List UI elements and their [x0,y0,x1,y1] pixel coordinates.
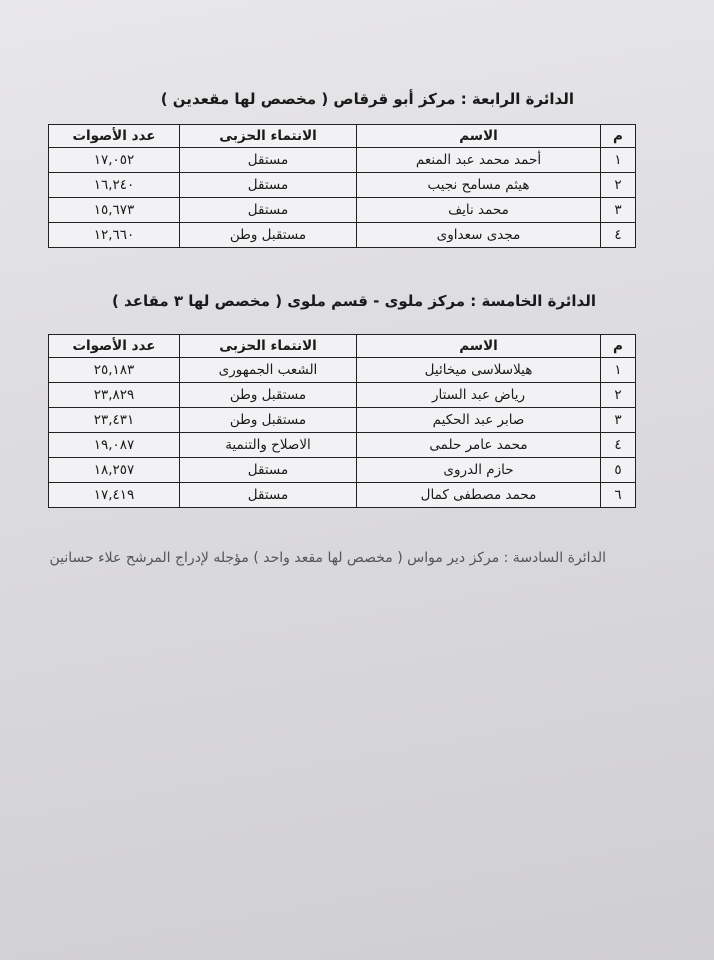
row-name: أحمد محمد عبد المنعم [357,148,601,173]
row-num: ٥ [601,458,636,483]
row-party: مستقل [180,483,357,508]
row-name: هيلاسلاسى ميخائيل [357,358,601,383]
row-votes: ٢٣,٤٣١ [49,408,180,433]
section-4-results-table [48,124,636,248]
header-party: الانتماء الحزبى [180,335,357,358]
row-num: ٢ [601,173,636,198]
row-name: محمد نايف [357,198,601,223]
row-votes: ١٧,٤١٩ [49,483,180,508]
header-party: الانتماء الحزبى [180,125,357,148]
table-row [49,223,636,248]
header-votes: عدد الأصوات [49,335,180,358]
table-header-row [49,125,636,148]
row-num: ٤ [601,223,636,248]
header-name: الاسم [357,125,601,148]
row-num: ١ [601,358,636,383]
table-header-row [49,335,636,358]
row-party: مستقبل وطن [180,383,357,408]
row-name: رياض عبد الستار [357,383,601,408]
table-row [49,433,636,458]
row-name: محمد مصطفى كمال [357,483,601,508]
section-5-results-table [48,334,636,508]
table-row [49,383,636,408]
section-4-title: الدائرة الرابعة : مركز أبو قرقاص ( مخصص لها مقعدين ) [160,90,574,108]
row-party: مستقل [180,198,357,223]
row-votes: ٢٣,٨٢٩ [49,383,180,408]
row-party: مستقل [180,148,357,173]
table-row [49,483,636,508]
section-5-title: الدائرة الخامسة : مركز ملوى - قسم ملوى ( مخصص لها ٣ مقاعد ) [111,292,596,310]
table-row [49,173,636,198]
row-num: ٦ [601,483,636,508]
row-votes: ١٢,٦٦٠ [49,223,180,248]
row-name: مجدى سعداوى [357,223,601,248]
row-num: ٣ [601,198,636,223]
table-row [49,408,636,433]
row-votes: ٢٥,١٨٣ [49,358,180,383]
header-num: م [601,335,636,358]
table-row [49,148,636,173]
row-party: الاصلاح والتنمية [180,433,357,458]
row-votes: ١٦,٢٤٠ [49,173,180,198]
row-votes: ١٨,٢٥٧ [49,458,180,483]
row-name: حازم الدروى [357,458,601,483]
header-num: م [601,125,636,148]
row-name: محمد عامر حلمى [357,433,601,458]
section-6-note: الدائرة السادسة : مركز دير مواس ( مخصص لها مقعد واحد ) مؤجله لإدراج المرشح علاء حسانين [49,550,606,566]
header-votes: عدد الأصوات [49,125,180,148]
row-votes: ١٩,٠٨٧ [49,433,180,458]
header-name: الاسم [357,335,601,358]
row-name: هيثم مسامح نجيب [357,173,601,198]
row-num: ٢ [601,383,636,408]
row-votes: ١٧,٠٥٢ [49,148,180,173]
row-party: مستقل [180,173,357,198]
row-party: مستقبل وطن [180,223,357,248]
row-party: الشعب الجمهورى [180,358,357,383]
row-party: مستقبل وطن [180,408,357,433]
row-party: مستقل [180,458,357,483]
row-votes: ١٥,٦٧٣ [49,198,180,223]
row-num: ٣ [601,408,636,433]
row-name: صابر عبد الحكيم [357,408,601,433]
row-num: ٤ [601,433,636,458]
table-row [49,358,636,383]
table-row [49,198,636,223]
row-num: ١ [601,148,636,173]
table-row [49,458,636,483]
